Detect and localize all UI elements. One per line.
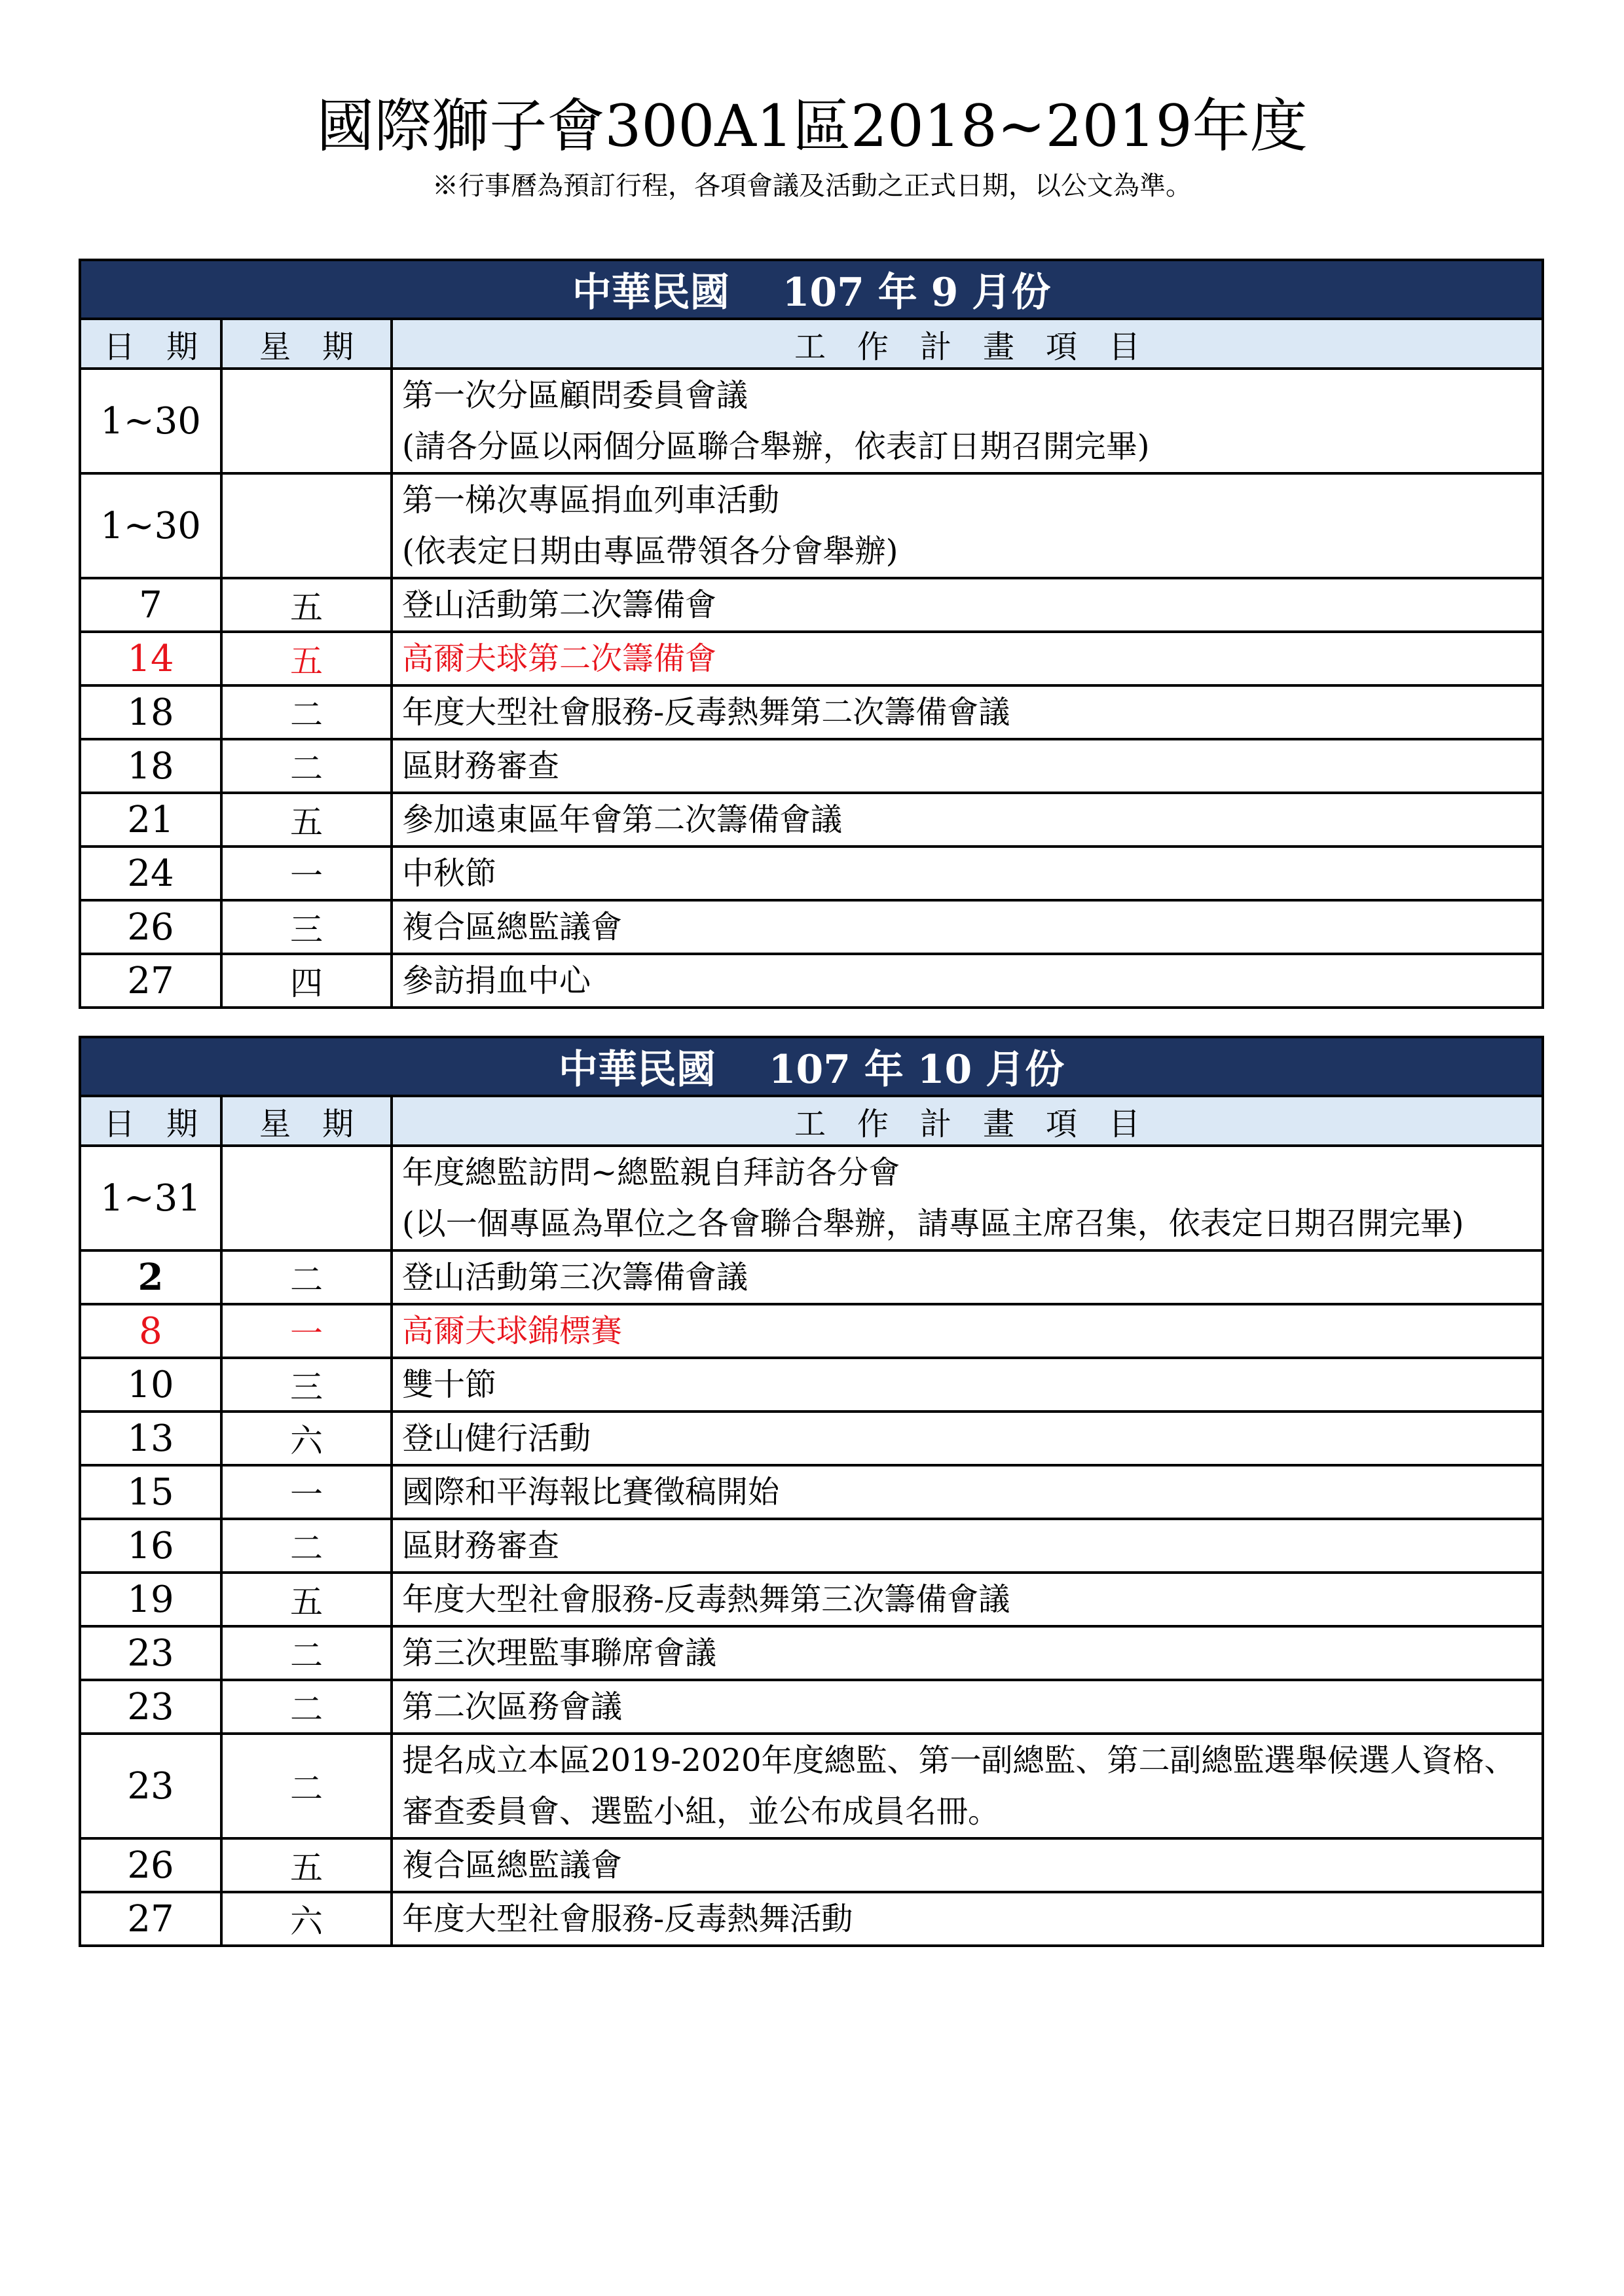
weekday-cell: 四 <box>221 954 392 1008</box>
day-cell: 19 <box>80 1573 221 1626</box>
weekday-cell: 六 <box>221 1892 392 1946</box>
column-header-day: 日 期 <box>80 319 221 369</box>
weekday-cell: 五 <box>221 1838 392 1892</box>
month-heading: 中華民國 107 年 10 月份 <box>80 1037 1543 1096</box>
item-cell: 國際和平海報比賽徵稿開始 <box>392 1465 1543 1519</box>
weekday-cell: 二 <box>221 685 392 739</box>
weekday-cell: 三 <box>221 900 392 954</box>
item-cell: 第一梯次專區捐血列車活動 (依表定日期由專區帶領各分會舉辦) <box>392 473 1543 578</box>
day-cell: 23 <box>80 1626 221 1680</box>
column-header-item: 工 作 計 畫 項 目 <box>392 1096 1543 1146</box>
weekday-cell <box>221 369 392 473</box>
item-cell: 登山活動第二次籌備會 <box>392 578 1543 632</box>
table-row <box>80 369 1543 473</box>
weekday-cell: 五 <box>221 578 392 632</box>
weekday-cell: 二 <box>221 739 392 793</box>
item-cell: 參訪捐血中心 <box>392 954 1543 1008</box>
item-cell: 第三次理監事聯席會議 <box>392 1626 1543 1680</box>
weekday-cell <box>221 1146 392 1250</box>
weekday-cell: 三 <box>221 1358 392 1412</box>
day-cell: 18 <box>80 685 221 739</box>
weekday-cell: 一 <box>221 1465 392 1519</box>
table-row <box>80 847 1543 900</box>
item-cell: 年度大型社會服務-反毒熱舞活動 <box>392 1892 1543 1946</box>
table-row <box>80 1465 1543 1519</box>
table-row <box>80 632 1543 685</box>
item-cell: 登山健行活動 <box>392 1412 1543 1465</box>
document-note: ※行事曆為預訂行程，各項會議及活動之正式日期，以公文為準。 <box>432 171 1192 201</box>
table-row <box>80 1412 1543 1465</box>
column-header-weekday: 星 期 <box>221 319 392 369</box>
weekday-cell: 二 <box>221 1519 392 1573</box>
column-header-item: 工 作 計 畫 項 目 <box>392 319 1543 369</box>
item-cell: 中秋節 <box>392 847 1543 900</box>
item-cell: 年度大型社會服務-反毒熱舞第二次籌備會議 <box>392 685 1543 739</box>
table-row <box>80 1734 1543 1838</box>
item-cell: 第一次分區顧問委員會議 (請各分區以兩個分區聯合舉辦，依表訂日期召開完畢) <box>392 369 1543 473</box>
weekday-cell <box>221 473 392 578</box>
column-header-weekday: 星 期 <box>221 1096 392 1146</box>
month-heading: 中華民國 107 年 9 月份 <box>80 260 1543 319</box>
day-cell: 26 <box>80 1838 221 1892</box>
item-cell: 高爾夫球第二次籌備會 <box>392 632 1543 685</box>
table-row <box>80 685 1543 739</box>
table-row <box>80 1250 1543 1304</box>
item-cell: 區財務審查 <box>392 1519 1543 1573</box>
item-cell: 雙十節 <box>392 1358 1543 1412</box>
day-cell: 2 <box>80 1250 221 1304</box>
weekday-cell: 一 <box>221 1304 392 1358</box>
table-row <box>80 1304 1543 1358</box>
item-cell: 登山活動第三次籌備會議 <box>392 1250 1543 1304</box>
day-cell: 1~30 <box>80 473 221 578</box>
day-cell: 26 <box>80 900 221 954</box>
table-row <box>80 1892 1543 1946</box>
item-cell: 年度總監訪問~總監親自拜訪各分會 (以一個專區為單位之各會聯合舉辦，請專區主席召集，依表定日期召開完畢) <box>392 1146 1543 1250</box>
item-cell: 參加遠東區年會第二次籌備會議 <box>392 793 1543 847</box>
weekday-cell: 二 <box>221 1680 392 1734</box>
item-cell: 年度大型社會服務-反毒熱舞第三次籌備會議 <box>392 1573 1543 1626</box>
day-cell: 21 <box>80 793 221 847</box>
day-cell: 27 <box>80 954 221 1008</box>
weekday-cell: 五 <box>221 1573 392 1626</box>
weekday-cell: 五 <box>221 632 392 685</box>
day-cell: 23 <box>80 1680 221 1734</box>
table-row <box>80 739 1543 793</box>
day-cell: 16 <box>80 1519 221 1573</box>
table-row <box>80 578 1543 632</box>
day-cell: 24 <box>80 847 221 900</box>
item-cell: 提名成立本區2019-2020年度總監、第一副總監、第二副總監選舉候選人資格、審查委員會、選監小組，並公布成員名冊。 <box>392 1734 1543 1838</box>
weekday-cell: 六 <box>221 1412 392 1465</box>
day-cell: 14 <box>80 632 221 685</box>
weekday-cell: 二 <box>221 1250 392 1304</box>
day-cell: 7 <box>80 578 221 632</box>
weekday-cell: 二 <box>221 1626 392 1680</box>
column-header-day: 日 期 <box>80 1096 221 1146</box>
table-row <box>80 1519 1543 1573</box>
table-row <box>80 1838 1543 1892</box>
table-row <box>80 1358 1543 1412</box>
item-cell: 第二次區務會議 <box>392 1680 1543 1734</box>
day-cell: 1~31 <box>80 1146 221 1250</box>
day-cell: 1~30 <box>80 369 221 473</box>
table-row <box>80 793 1543 847</box>
day-cell: 15 <box>80 1465 221 1519</box>
day-cell: 8 <box>80 1304 221 1358</box>
day-cell: 23 <box>80 1734 221 1838</box>
table-row <box>80 954 1543 1008</box>
item-cell: 高爾夫球錦標賽 <box>392 1304 1543 1358</box>
table-row <box>80 1573 1543 1626</box>
item-cell: 區財務審查 <box>392 739 1543 793</box>
document-title: 國際獅子會300A1區2018~2019年度 <box>316 92 1308 160</box>
schedule-table-october <box>79 1036 1544 1947</box>
table-row <box>80 473 1543 578</box>
item-cell: 複合區總監議會 <box>392 900 1543 954</box>
weekday-cell: 一 <box>221 847 392 900</box>
day-cell: 27 <box>80 1892 221 1946</box>
table-row <box>80 1680 1543 1734</box>
weekday-cell: 二 <box>221 1734 392 1838</box>
schedule-table-september <box>79 259 1544 1009</box>
table-row <box>80 1626 1543 1680</box>
day-cell: 10 <box>80 1358 221 1412</box>
table-row <box>80 1146 1543 1250</box>
day-cell: 18 <box>80 739 221 793</box>
day-cell: 13 <box>80 1412 221 1465</box>
table-row <box>80 900 1543 954</box>
item-cell: 複合區總監議會 <box>392 1838 1543 1892</box>
weekday-cell: 五 <box>221 793 392 847</box>
